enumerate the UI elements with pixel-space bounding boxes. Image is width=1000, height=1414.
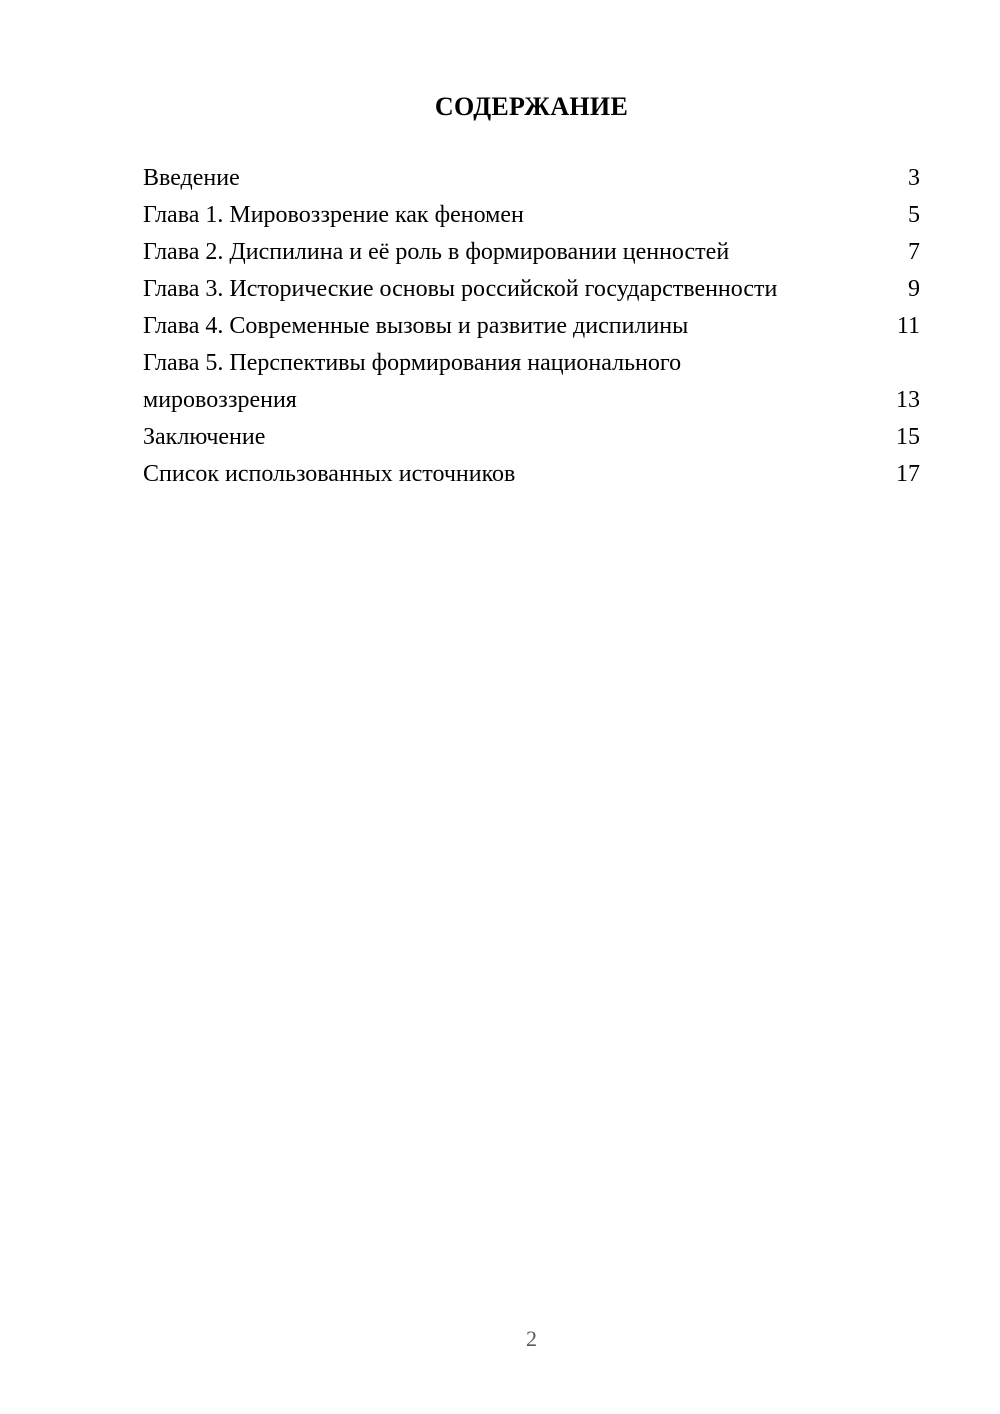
toc-entry-label [143,308,870,345]
toc-entry [143,345,920,419]
toc-entry-page-number: 3 [908,165,920,191]
toc-entry-label-line: Глава 5. Перспективы формирования национального [143,350,682,376]
toc-entry-label [143,160,870,197]
toc-entry [143,456,920,493]
toc-entry-label-line: Глава 3. Исторические основы российской государственности [143,276,778,302]
toc-entry [143,271,920,308]
toc-entry-label-line: Список использованных источников [143,461,516,487]
toc-entry [143,197,920,234]
toc-entry-label [143,345,870,419]
toc-entry-label-line: Глава 1. Мировоззрение как феномен [143,202,524,228]
toc-entry-label-line: мировоззрения [143,387,297,413]
toc-entry-page-number: 17 [896,461,920,487]
footer-page-number: 2 [526,1326,537,1351]
toc-entry-page-number: 15 [896,424,920,450]
toc-entry-page-number: 7 [908,239,920,265]
toc-entry-page-number: 5 [908,202,920,228]
toc-entry-label [143,197,870,234]
toc-content [143,88,920,493]
toc-entry-page-number: 9 [908,276,920,302]
toc-entry-label [143,456,870,493]
toc-entry-page-number: 11 [896,313,920,339]
toc-entry-label [143,271,870,308]
page-title: СОДЕРЖАНИЕ [434,92,629,121]
toc-entry-label-line: Глава 4. Современные вызовы и развитие диспилины [143,313,689,339]
toc-entry-label-line: Глава 2. Диспилина и её роль в формировании ценностей [143,239,730,265]
toc-entry [143,160,920,197]
toc-entry-label-line: Заключение [143,424,266,450]
toc-entry-label [143,234,870,271]
toc-entry-label-line: Введение [143,165,240,191]
toc-entry [143,419,920,456]
toc-entry-label [143,419,870,456]
toc-entry-page-number: 13 [896,387,920,413]
toc-entry [143,234,920,271]
toc-list [143,160,920,493]
toc-entry [143,308,920,345]
